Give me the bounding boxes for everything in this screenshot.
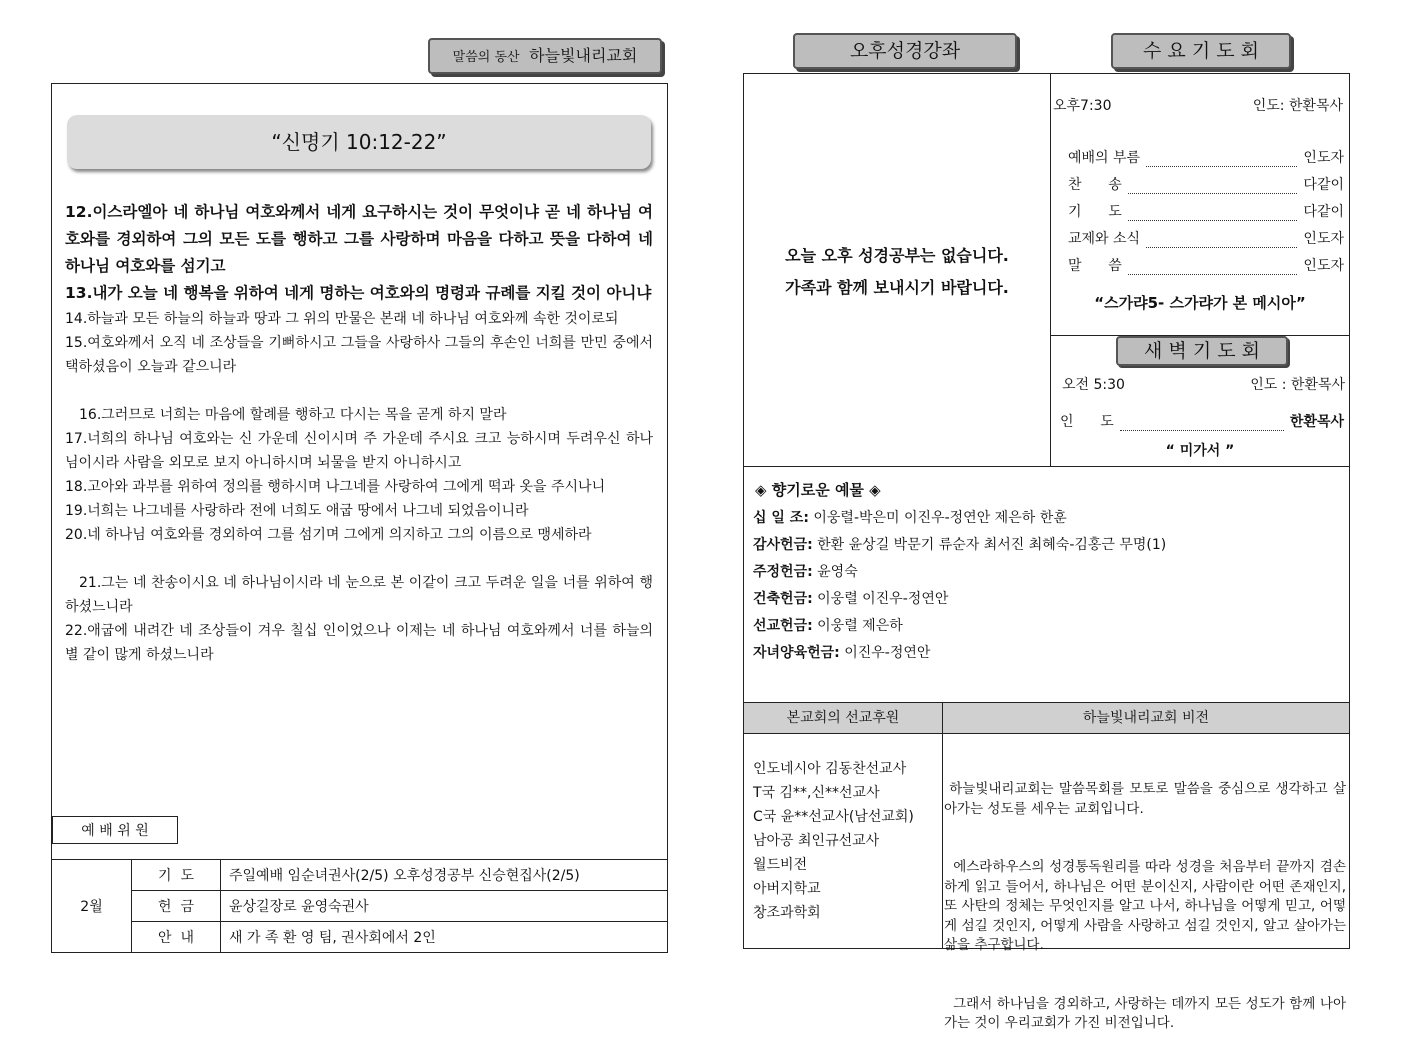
- dawn-leader: 인도 : 한환목사: [1250, 377, 1345, 393]
- wednesday-title: 수 요 기 도 회: [1111, 33, 1291, 69]
- verse-20: 20.네 하나님 여호와를 경외하여 그를 섬기며 그에게 의지하고 그의 이름으로 맹세하라: [65, 527, 592, 543]
- table-row: [52, 922, 668, 953]
- order-row: [1068, 221, 1344, 248]
- committee-value: 새 가 족 환 영 팀, 권사회에서 2인: [221, 922, 668, 953]
- offering-row: [753, 613, 1343, 640]
- vision-paragraph: 그래서 하나님을 경외하고, 사랑하는 데까지 모든 성도가 함께 나아가는 것이 우리교회가 가진 비전입니다.: [944, 995, 1346, 1031]
- mission-item: T국 김**,신**선교사: [753, 785, 880, 801]
- offering-label: 감사헌금:: [753, 537, 813, 553]
- afternoon-title: 오후성경강좌: [793, 33, 1017, 69]
- order-who: 인도자: [1303, 258, 1344, 274]
- afternoon-message-line2: 가족과 함께 보내시기 바랍니다.: [785, 278, 1009, 297]
- committee-role: 안 내: [132, 922, 221, 953]
- order-who: 인도자: [1303, 150, 1344, 166]
- verse-13: 13.내가 오늘 네 행복을 위하여 네게 명하는 여호와의 명령과 규례를 지킬 것이 아니냐: [65, 284, 652, 302]
- table-row: [52, 860, 668, 891]
- verse-15: 15.여호와께서 오직 네 조상들을 기뻐하시고 그들을 사랑하사 그들의 후손인 너희를 만민 중에서 택하셨음이 오늘과 같으니라: [65, 335, 653, 375]
- order-row: [1068, 194, 1344, 221]
- verse-18: 18.고아와 과부를 위하여 정의를 행하시며 나그네를 사랑하여 그에게 떡과 옷을 주시나니: [65, 479, 606, 495]
- committee-month: 2월: [52, 860, 132, 953]
- order-item: 예배의 부름: [1068, 150, 1141, 166]
- church-banner-prefix: 말씀의 동산: [452, 50, 520, 65]
- verse-14: 14.하늘과 모든 하늘의 하늘과 땅과 그 위의 만물은 본래 네 하나님 여호와께 속한 것이로되: [65, 311, 619, 327]
- dawn-time: 오전 5:30: [1062, 377, 1125, 393]
- mission-item: 월드비전: [753, 857, 808, 873]
- verse-17: 17.너희의 하나님 여호와는 신 가운데 신이시며 주 가운데 주시요 크고 능하시며 두려우신 하나님이시라 사람을 외모로 보지 아니하시며 뇌물을 받지 아니하시고: [65, 431, 653, 471]
- wednesday-order: [1068, 140, 1344, 275]
- order-item: 찬 송: [1068, 177, 1122, 193]
- order-who: 다같이: [1303, 204, 1344, 220]
- offering-row: [753, 640, 1343, 667]
- scripture-text: [65, 199, 653, 667]
- offering-row: [753, 505, 1343, 532]
- offering-label: 자녀양육헌금:: [753, 645, 840, 661]
- missions-header: 본교회의 선교후원: [744, 703, 942, 734]
- offering-row: [753, 559, 1343, 586]
- verse-16: 16.그러므로 너희는 마음에 할례를 행하고 다시는 목을 곧게 하지 말라: [79, 407, 507, 423]
- afternoon-message: [744, 240, 1050, 304]
- committee-role: 헌 금: [132, 891, 221, 922]
- committee-table: [51, 859, 668, 953]
- wednesday-sermon: “스가랴5- 스가랴가 본 메시아”: [1094, 294, 1306, 312]
- offering-label: 건축헌금:: [753, 591, 813, 607]
- dawn-sermon: “ 미가서 ”: [1165, 443, 1235, 459]
- vision-paragraph: 에스라하우스의 성경통독원리를 따라 성경을 처음부터 끝까지 겸손하게 읽고 들어서, 하나님은 어떤 분이신지, 사람이란 어떤 존재인지, 또 사탄의 정체는 무엇인지를 알고 나서, 하나님을 어떻게 믿고, 어떻게 섬길 것인지, 어떻게 사람을 사랑하고 섬길 것인지, 알고 살아가는 삶을 추구합니다.: [944, 859, 1351, 953]
- order-item: 기 도: [1068, 204, 1122, 220]
- offering-label: 십 일 조:: [753, 510, 809, 526]
- order-row: [1068, 140, 1344, 167]
- afternoon-message-line1: 오늘 오후 성경공부는 없습니다.: [785, 246, 1009, 265]
- committee-value: 주일예배 임순녀권사(2/5) 오후성경공부 신승현집사(2/5): [221, 860, 668, 891]
- verse-21: 21.그는 네 찬송이시요 네 하나님이시라 네 눈으로 본 이같이 크고 두려운 일을 너를 위하여 행하셨느니라: [65, 575, 653, 615]
- table-row: [52, 891, 668, 922]
- offerings-list: [753, 505, 1343, 667]
- offering-names: 윤영숙: [817, 564, 858, 580]
- order-who: 다같이: [1303, 177, 1344, 193]
- church-banner: [428, 38, 662, 74]
- vision-paragraph: 하늘빛내리교회는 말씀목회를 모토로 말씀을 중심으로 생각하고 살아가는 성도를 세우는 교회입니다.: [944, 781, 1346, 817]
- offering-names: 이웅렬 제은하: [817, 618, 903, 634]
- order-who: 인도자: [1303, 231, 1344, 247]
- offering-row: [753, 586, 1343, 613]
- offerings-title: ◈ 향기로운 예물 ◈: [755, 481, 881, 499]
- offering-names: 한환 윤상길 박문기 류순자 최서진 최혜숙-김홍근 무명(1): [817, 537, 1167, 553]
- mission-item: C국 윤**선교사(남선교회): [753, 809, 914, 825]
- wednesday-time: 오후7:30: [1053, 98, 1112, 114]
- verse-22: 22.애굽에 내려간 네 조상들이 겨우 칠십 인이었으나 이제는 네 하나님 여호와께서 너를 하늘의 별 같이 많게 하셨느니라: [65, 623, 653, 663]
- offering-row: [753, 532, 1343, 559]
- offering-names: 이진우-정연안: [844, 645, 931, 661]
- dawn-title: 새 벽 기 도 회: [1116, 336, 1288, 366]
- offering-names: 이웅렬-박은미 이진우-정연안 제은하 한훈: [813, 510, 1067, 526]
- missions-list: [753, 757, 914, 925]
- committee-label: 예 배 위 원: [52, 816, 178, 844]
- verse-12: 12.이스라엘아 네 하나님 여호와께서 네게 요구하시는 것이 무엇이냐 곧 네 하나님 여호와를 경외하여 그의 모든 도를 행하고 그를 사랑하며 마음을 다하고 뜻을 다하여 네 하나님 여호와를 섬기고: [65, 203, 653, 275]
- order-item: 말 씀: [1068, 258, 1122, 274]
- committee-value: 윤상길장로 윤영숙권사: [221, 891, 668, 922]
- order-row: [1068, 167, 1344, 194]
- offering-names: 이웅렬 이진우-정연안: [817, 591, 949, 607]
- wednesday-leader: 인도: 한환목사: [1252, 98, 1343, 114]
- church-name: 하늘빛내리교회: [529, 46, 638, 65]
- mission-item: 창조과학회: [753, 905, 821, 921]
- committee-role: 기 도: [132, 860, 221, 891]
- vision-text: [944, 741, 1351, 1053]
- offering-label: 주정헌금:: [753, 564, 813, 580]
- order-row: [1068, 248, 1344, 275]
- mission-item: 아버지학교: [753, 881, 821, 897]
- verse-19: 19.너희는 나그네를 사랑하라 전에 너희도 애굽 땅에서 나그네 되었음이니라: [65, 503, 529, 519]
- scripture-title: “신명기 10:12-22”: [67, 115, 651, 169]
- dawn-row-value: 한환목사: [1289, 414, 1344, 430]
- offering-label: 선교헌금:: [753, 618, 813, 634]
- dawn-row: [1060, 404, 1344, 431]
- vision-header: 하늘빛내리교회 비전: [943, 703, 1349, 734]
- order-item: 교제와 소식: [1068, 231, 1141, 247]
- mission-item: 남아공 최인규선교사: [753, 833, 880, 849]
- mission-item: 인도네시아 김동찬선교사: [753, 761, 907, 777]
- dawn-row-label: 인 도: [1060, 414, 1114, 430]
